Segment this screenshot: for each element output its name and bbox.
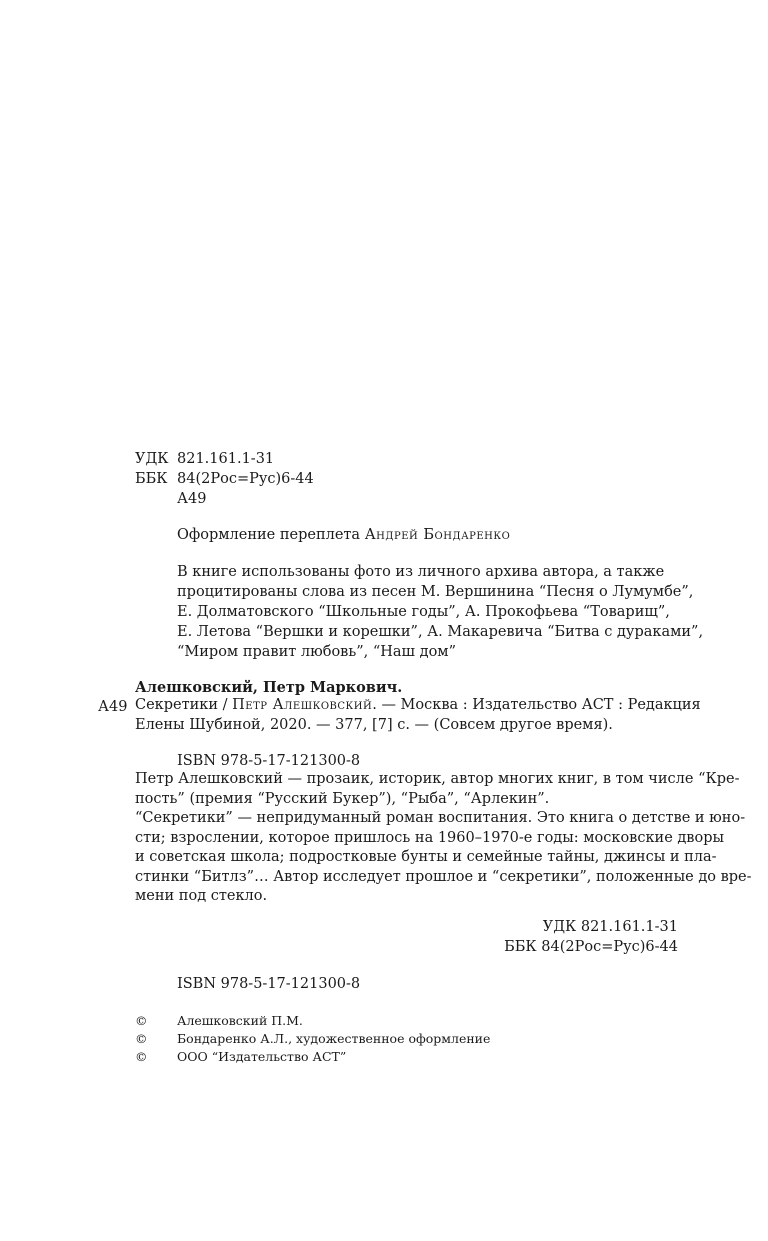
bbk-label: ББК <box>135 471 168 487</box>
cover-designer-name: Андрей Бондаренко <box>364 527 511 543</box>
copyright-holder: Алешковский П.М. <box>177 1013 303 1028</box>
udk-label: УДК <box>135 451 169 467</box>
abstract-line: сти; взрослении, которое пришлось на 1960–1970-е годы: московские дворы <box>135 829 725 846</box>
note-line: Е. Летова “Вершки и корешки”, А. Макаревича “Битва с дураками”, <box>177 624 704 640</box>
copyright-holder: ООО “Издательство АСТ” <box>177 1049 347 1064</box>
catalog-title: Секретики / <box>135 697 233 713</box>
note-line: В книге использованы фото из личного архива автора, а также <box>177 564 665 580</box>
copyright-symbol: © <box>135 1013 148 1028</box>
note-line: процитированы слова из песен М. Вершинина “Песня о Лумумбе”, <box>177 584 694 600</box>
catalog-publisher: . — Москва : Издательство АСТ : Редакция <box>372 697 701 713</box>
note-line: “Миром правит любовь”, “Наш дом” <box>177 644 456 660</box>
catalog-description-line: Елены Шубиной, 2020. — 377, [7] с. — (Совсем другое время). <box>135 716 613 733</box>
catalog-abstract <box>135 770 752 907</box>
abstract-line: пость” (премия “Русский Букер”), “Рыба”, “Арлекин”. <box>135 790 550 807</box>
catalog-author-heading: Алешковский, Петр Маркович. <box>135 679 403 696</box>
catalog-author-mark: А49 <box>98 699 128 715</box>
udk-value: 821.161.1-31 <box>177 451 275 467</box>
abstract-line: мени под стекло. <box>135 888 268 904</box>
copyright-holder: Бондаренко А.Л., художественное оформление <box>177 1031 491 1046</box>
catalog-udk-right: УДК 821.161.1-31 <box>542 919 678 935</box>
abstract-line: и советская школа; подростковые бунты и семейные тайны, джинсы и пла- <box>135 849 717 865</box>
catalog-description <box>135 696 701 735</box>
cover-design-credit <box>177 526 510 544</box>
abstract-line: Петр Алешковский — прозаик, историк, автор многих книг, в том числе “Кре- <box>135 771 740 787</box>
copyright-symbol: © <box>135 1031 148 1046</box>
note-line: Е. Долматовского “Школьные годы”, А. Прокофьева “Товарищ”, <box>177 604 670 620</box>
isbn-footer: ISBN 978-5-17-121300-8 <box>177 976 361 992</box>
catalog-author-sc: Петр Алешковский <box>232 697 373 713</box>
catalog-description-line <box>135 696 701 716</box>
bbk-value: 84(2Рос=Рус)6-44 <box>177 471 314 487</box>
cover-design-prefix: Оформление переплета <box>177 527 361 543</box>
author-mark: А49 <box>177 491 207 507</box>
catalog-bbk-right: ББК 84(2Рос=Рус)6-44 <box>504 939 678 955</box>
abstract-line: стинки “Битлз”… Автор исследует прошлое и “секретики”, положенные до вре- <box>135 868 752 885</box>
catalog-isbn: ISBN 978-5-17-121300-8 <box>177 753 361 769</box>
copyright-symbol: © <box>135 1049 148 1064</box>
abstract-line: “Секретики” — непридуманный роман воспитания. Это книга о детстве и юно- <box>135 810 746 826</box>
